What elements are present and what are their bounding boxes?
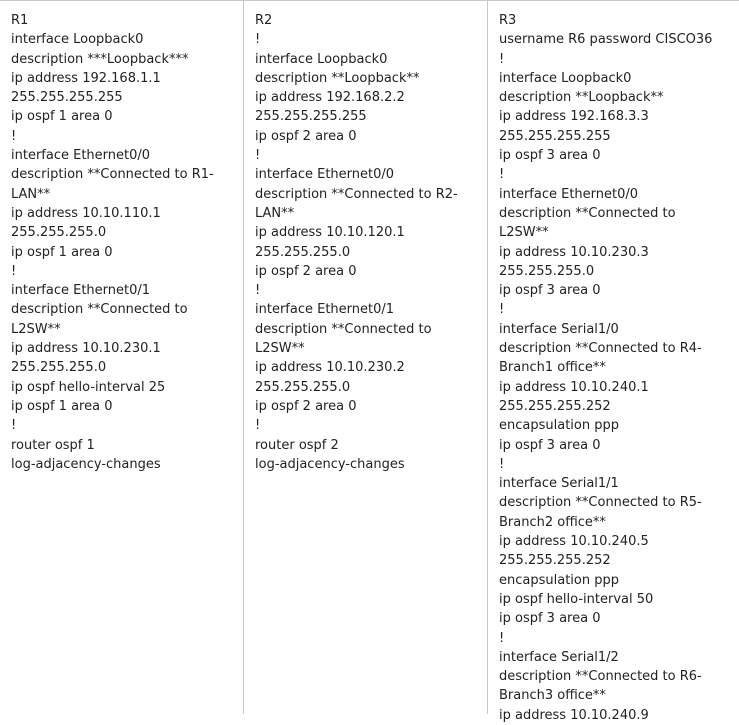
config-line: ! bbox=[255, 418, 261, 434]
config-line: 255.255.255.252 bbox=[499, 553, 611, 569]
config-line: 255.255.255.255 bbox=[11, 90, 123, 106]
config-line: interface Serial1/2 bbox=[499, 649, 619, 665]
config-line: 255.255.255.0 bbox=[255, 379, 351, 395]
config-line: interface Loopback0 bbox=[499, 70, 632, 86]
config-line: interface Ethernet0/1 bbox=[255, 302, 395, 318]
config-line: ip address 10.10.240.5 bbox=[499, 534, 649, 550]
config-line: ip address 192.168.2.2 bbox=[255, 90, 405, 106]
config-line: description **Connected to R4- bbox=[499, 341, 702, 357]
config-line: 255.255.255.0 bbox=[11, 225, 107, 241]
config-line: router ospf 2 bbox=[255, 437, 339, 453]
config-line: interface Serial1/1 bbox=[499, 476, 619, 492]
config-line: LAN** bbox=[255, 205, 295, 221]
config-line: description **Loopback** bbox=[499, 90, 664, 106]
config-line: ! bbox=[255, 32, 261, 48]
config-line: LAN** bbox=[11, 186, 51, 202]
config-line: ! bbox=[499, 456, 505, 472]
config-line: ip ospf 3 area 0 bbox=[499, 283, 601, 299]
config-line: ip address 10.10.230.3 bbox=[499, 244, 649, 260]
config-line: ip ospf 2 area 0 bbox=[255, 263, 357, 279]
config-line: description **Connected to R5- bbox=[499, 495, 702, 511]
config-line: interface Serial1/0 bbox=[499, 321, 619, 337]
config-line: interface Ethernet0/0 bbox=[499, 186, 639, 202]
r3-heading: R3 bbox=[499, 13, 517, 28]
config-line: description **Connected to R1- bbox=[11, 167, 214, 183]
config-line: ip address 10.10.110.1 bbox=[11, 205, 161, 221]
config-line: interface Loopback0 bbox=[11, 32, 144, 48]
config-line: ip address 10.10.230.2 bbox=[255, 360, 405, 376]
config-line: username R6 password CISCO36 bbox=[499, 32, 713, 48]
config-line: ip ospf 1 area 0 bbox=[11, 244, 113, 260]
config-line: log-adjacency-changes bbox=[11, 456, 161, 472]
config-line: encapsulation ppp bbox=[499, 572, 619, 588]
config-line: 255.255.255.255 bbox=[499, 128, 611, 144]
config-line: L2SW** bbox=[11, 321, 61, 337]
config-line: ip address 10.10.240.9 bbox=[499, 707, 649, 723]
config-line: ip address 192.168.3.3 bbox=[499, 109, 649, 125]
config-line: description **Connected to bbox=[11, 302, 188, 318]
config-line: ip ospf hello-interval 25 bbox=[11, 379, 166, 395]
config-line: encapsulation ppp bbox=[499, 418, 619, 434]
config-line: L2SW** bbox=[499, 225, 549, 241]
config-line: ! bbox=[11, 263, 17, 279]
config-line: ip address 10.10.120.1 bbox=[255, 225, 405, 241]
config-line: ! bbox=[11, 418, 17, 434]
r3-config-column bbox=[488, 1, 739, 723]
r2-heading: R2 bbox=[255, 13, 273, 28]
config-line: interface Loopback0 bbox=[255, 51, 388, 67]
config-line: description **Connected to R2- bbox=[255, 186, 458, 202]
r1-config-column bbox=[0, 1, 244, 714]
config-line: ! bbox=[11, 128, 17, 144]
config-line: ip address 10.10.230.1 bbox=[11, 341, 161, 357]
config-line: ip ospf 2 area 0 bbox=[255, 398, 357, 414]
config-line: ip ospf 1 area 0 bbox=[11, 109, 113, 125]
config-line: 255.255.255.255 bbox=[255, 109, 367, 125]
config-line: 255.255.255.0 bbox=[499, 263, 595, 279]
config-line: interface Ethernet0/1 bbox=[11, 283, 151, 299]
config-line: description **Loopback** bbox=[255, 70, 420, 86]
config-line: description **Connected to bbox=[499, 205, 676, 221]
config-line: ! bbox=[255, 283, 261, 299]
config-line: Branch1 office** bbox=[499, 360, 606, 376]
config-line: ip ospf 3 area 0 bbox=[499, 611, 601, 627]
config-line: ! bbox=[499, 630, 505, 646]
config-line: ip address 10.10.240.1 bbox=[499, 379, 649, 395]
config-line: 255.255.255.0 bbox=[255, 244, 351, 260]
config-line: log-adjacency-changes bbox=[255, 456, 405, 472]
config-line: router ospf 1 bbox=[11, 437, 95, 453]
config-line: ! bbox=[255, 148, 261, 164]
config-line: Branch2 office** bbox=[499, 514, 606, 530]
config-line: ! bbox=[499, 302, 505, 318]
config-line: L2SW** bbox=[255, 341, 305, 357]
config-line: description ***Loopback*** bbox=[11, 51, 189, 67]
config-line: ip ospf 2 area 0 bbox=[255, 128, 357, 144]
config-line: Branch3 office** bbox=[499, 688, 606, 704]
config-line: ip ospf 3 area 0 bbox=[499, 437, 601, 453]
config-line: interface Ethernet0/0 bbox=[255, 167, 395, 183]
config-line: description **Connected to R6- bbox=[499, 669, 702, 685]
r1-heading: R1 bbox=[11, 13, 29, 28]
r2-config-column bbox=[244, 1, 488, 714]
config-line: ! bbox=[499, 51, 505, 67]
config-line: ip address 192.168.1.1 bbox=[11, 70, 161, 86]
config-line: description **Connected to bbox=[255, 321, 432, 337]
config-line: 255.255.255.252 bbox=[499, 398, 611, 414]
config-line: ip ospf hello-interval 50 bbox=[499, 591, 654, 607]
config-line: ip ospf 3 area 0 bbox=[499, 148, 601, 164]
config-line: 255.255.255.0 bbox=[11, 360, 107, 376]
config-line: ip ospf 1 area 0 bbox=[11, 398, 113, 414]
config-line: ! bbox=[499, 167, 505, 183]
config-line: interface Ethernet0/0 bbox=[11, 148, 151, 164]
